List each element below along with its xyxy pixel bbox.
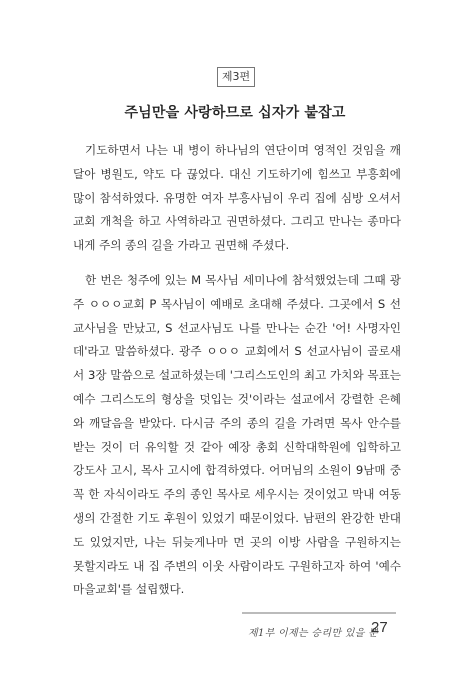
chapter-title: 주님만을 사랑하므로 십자가 붙잡고 — [124, 105, 346, 121]
body-paragraph-1 — [73, 139, 401, 258]
page-number: 27 — [371, 619, 388, 636]
body-paragraph-2 — [73, 269, 401, 602]
chapter-badge: 제3편 — [217, 67, 255, 87]
paragraph-text: 한 번은 청주에 있는 M 목사님 세미나에 참석했었는데 그때 광주 ㅇㅇㅇ교회 P 목사님이 예배로 초대해 주셨다. 그곳에서 S 선교사님을 만났고, S 선교사님도 나를 만나는 순간 '어! 사명자인데'라고 말씀하셨다. 광주 ㅇㅇㅇ 교회에서 S 선교사님이 골로새서 3장 말씀으로 설교하셨는데 '그리스도인의 최고 가치와 목표는 예수 그리스도의 형상을 덧입는 것'이라는 설교에서 강렬한 은혜와 깨달음을 받았다. 다시금 주의 종의 길을 가려면 목사 안수를 받는 것이 더 유익할 것 같아 예장 총회 신학대학원에 입학하고 강도사 고시, 목사 고시에 합격하였다. 어머님의 소원이 9남매 중 꼭 한 자식이라도 주의 종인 목사로 세우시는 것이었고 막내 여동생의 간절한 기도 후원이 있었기 때문이었다. 남편의 완강한 반대도 있었지만, 나는 뒤늦게나마 먼 곳의 이방 사람을 구원하지는 못할지라도 내 집 주변의 이웃 사람이라도 구원하고자 하여 '예수마을교회'를 설립했다. — [73, 273, 401, 597]
paragraph-text: 기도하면서 나는 내 병이 하나님의 연단이며 영적인 것임을 깨달아 병원도, 약도 다 끊었다. 대신 기도하기에 힘쓰고 부흥회에 많이 참석하였다. 유명한 여자 부흥사님이 우리 집에 심방 오셔서 교회 개척을 하고 사역하라고 권면하셨다. 그리고 만나는 종마다 내게 주의 종의 길을 가라고 권면해 주셨다. — [73, 143, 401, 253]
running-head: 제1부 이제는 승리만 있을 뿐 — [248, 628, 379, 639]
footer-divider — [242, 612, 396, 614]
